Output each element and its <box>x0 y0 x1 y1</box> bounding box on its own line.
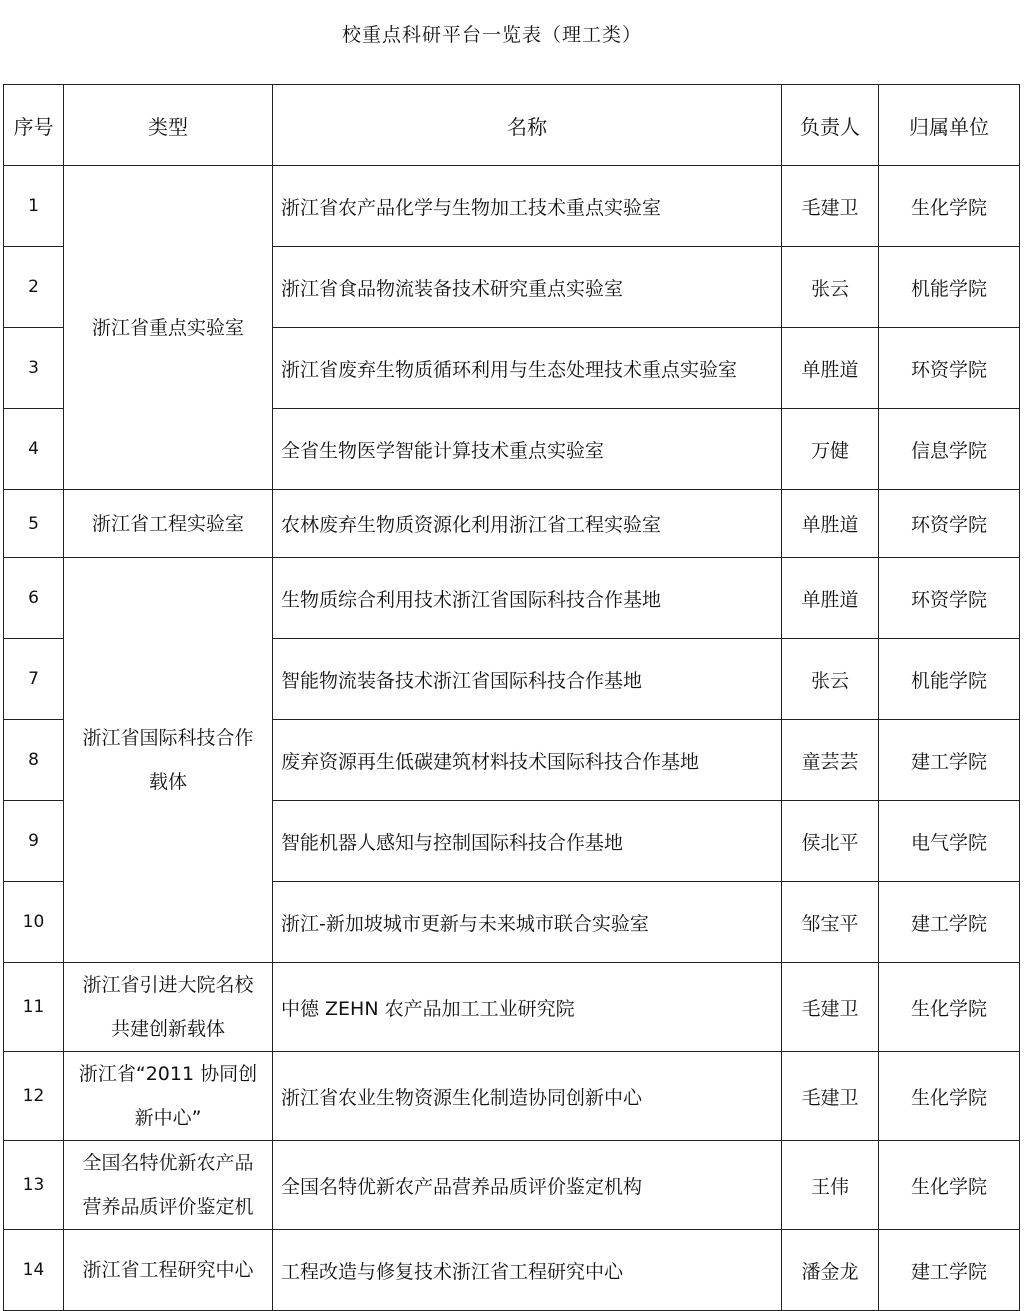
row-leader: 单胜道 <box>782 558 879 639</box>
row-unit: 建工学院 <box>879 720 1020 801</box>
row-name: 浙江省农产品化学与生物加工技术重点实验室 <box>273 166 782 247</box>
row-leader: 王伟 <box>782 1141 879 1230</box>
row-name: 浙江省食品物流装备技术研究重点实验室 <box>273 247 782 328</box>
type-cell <box>64 490 273 558</box>
type-label: 全国名特优新农产品营养品质评价鉴定机 <box>82 1152 254 1218</box>
row-name: 全省生物医学智能计算技术重点实验室 <box>273 409 782 490</box>
row-unit: 环资学院 <box>879 328 1020 409</box>
row-unit: 信息学院 <box>879 409 1020 490</box>
row-leader: 单胜道 <box>782 328 879 409</box>
type-cell <box>64 1141 273 1230</box>
table-row <box>4 490 1020 558</box>
row-unit: 电气学院 <box>879 801 1020 882</box>
row-leader: 邹宝平 <box>782 882 879 963</box>
type-label: 浙江省“2011 协同创新中心” <box>78 1063 258 1129</box>
header-row <box>4 85 1020 166</box>
row-unit: 生化学院 <box>879 166 1020 247</box>
row-leader: 潘金龙 <box>782 1230 879 1311</box>
type-label: 浙江省工程研究中心 <box>82 1259 254 1281</box>
table-row <box>4 558 1020 639</box>
row-unit: 机能学院 <box>879 247 1020 328</box>
table-row <box>4 1141 1020 1230</box>
row-leader: 单胜道 <box>782 490 879 558</box>
table-row <box>4 1052 1020 1141</box>
row-unit: 建工学院 <box>879 1230 1020 1311</box>
row-name: 全国名特优新农产品营养品质评价鉴定机构 <box>273 1141 782 1230</box>
row-unit: 建工学院 <box>879 882 1020 963</box>
row-no: 1 <box>4 166 64 247</box>
row-name: 浙江省废弃生物质循环利用与生态处理技术重点实验室 <box>273 328 782 409</box>
table-row <box>4 963 1020 1052</box>
row-leader: 万健 <box>782 409 879 490</box>
row-leader: 毛建卫 <box>782 166 879 247</box>
row-leader: 侯北平 <box>782 801 879 882</box>
row-name: 中德 ZEHN 农产品加工工业研究院 <box>273 963 782 1052</box>
row-name: 废弃资源再生低碳建筑材料技术国际科技合作基地 <box>273 720 782 801</box>
header-leader: 负责人 <box>782 85 879 166</box>
row-no: 2 <box>4 247 64 328</box>
row-no: 10 <box>4 882 64 963</box>
row-leader: 毛建卫 <box>782 963 879 1052</box>
row-leader: 张云 <box>782 639 879 720</box>
header-type: 类型 <box>64 85 273 166</box>
row-unit: 环资学院 <box>879 558 1020 639</box>
row-leader: 童芸芸 <box>782 720 879 801</box>
row-no: 12 <box>4 1052 64 1141</box>
row-name: 浙江省农业生物资源生化制造协同创新中心 <box>273 1052 782 1141</box>
table-row <box>4 1230 1020 1311</box>
header-no: 序号 <box>4 85 64 166</box>
type-cell <box>64 1230 273 1311</box>
platform-table <box>3 84 1020 1311</box>
row-no: 11 <box>4 963 64 1052</box>
row-name: 智能物流装备技术浙江省国际科技合作基地 <box>273 639 782 720</box>
table-row <box>4 166 1020 247</box>
row-no: 14 <box>4 1230 64 1311</box>
row-name: 农林废弃生物质资源化利用浙江省工程实验室 <box>273 490 782 558</box>
row-no: 7 <box>4 639 64 720</box>
row-unit: 环资学院 <box>879 490 1020 558</box>
row-no: 8 <box>4 720 64 801</box>
type-cell <box>64 166 273 490</box>
row-no: 5 <box>4 490 64 558</box>
row-no: 3 <box>4 328 64 409</box>
row-unit: 生化学院 <box>879 963 1020 1052</box>
row-unit: 生化学院 <box>879 1052 1020 1141</box>
type-label: 浙江省工程实验室 <box>91 512 244 535</box>
row-name: 智能机器人感知与控制国际科技合作基地 <box>273 801 782 882</box>
header-name: 名称 <box>273 85 782 166</box>
type-label: 浙江省重点实验室 <box>91 316 244 339</box>
row-leader: 毛建卫 <box>782 1052 879 1141</box>
page-title: 校重点科研平台一览表（理工类） <box>341 24 642 46</box>
row-name: 浙江-新加坡城市更新与未来城市联合实验室 <box>273 882 782 963</box>
type-cell <box>64 558 273 963</box>
row-unit: 机能学院 <box>879 639 1020 720</box>
row-no: 9 <box>4 801 64 882</box>
row-name: 工程改造与修复技术浙江省工程研究中心 <box>273 1230 782 1311</box>
header-unit: 归属单位 <box>879 85 1020 166</box>
type-label: 浙江省引进大院名校共建创新载体 <box>82 974 254 1040</box>
row-name: 生物质综合利用技术浙江省国际科技合作基地 <box>273 558 782 639</box>
type-cell <box>64 963 273 1052</box>
row-no: 6 <box>4 558 64 639</box>
row-unit: 生化学院 <box>879 1141 1020 1230</box>
row-no: 13 <box>4 1141 64 1230</box>
type-cell <box>64 1052 273 1141</box>
row-no: 4 <box>4 409 64 490</box>
row-leader: 张云 <box>782 247 879 328</box>
type-label: 浙江省国际科技合作载体 <box>82 727 254 793</box>
